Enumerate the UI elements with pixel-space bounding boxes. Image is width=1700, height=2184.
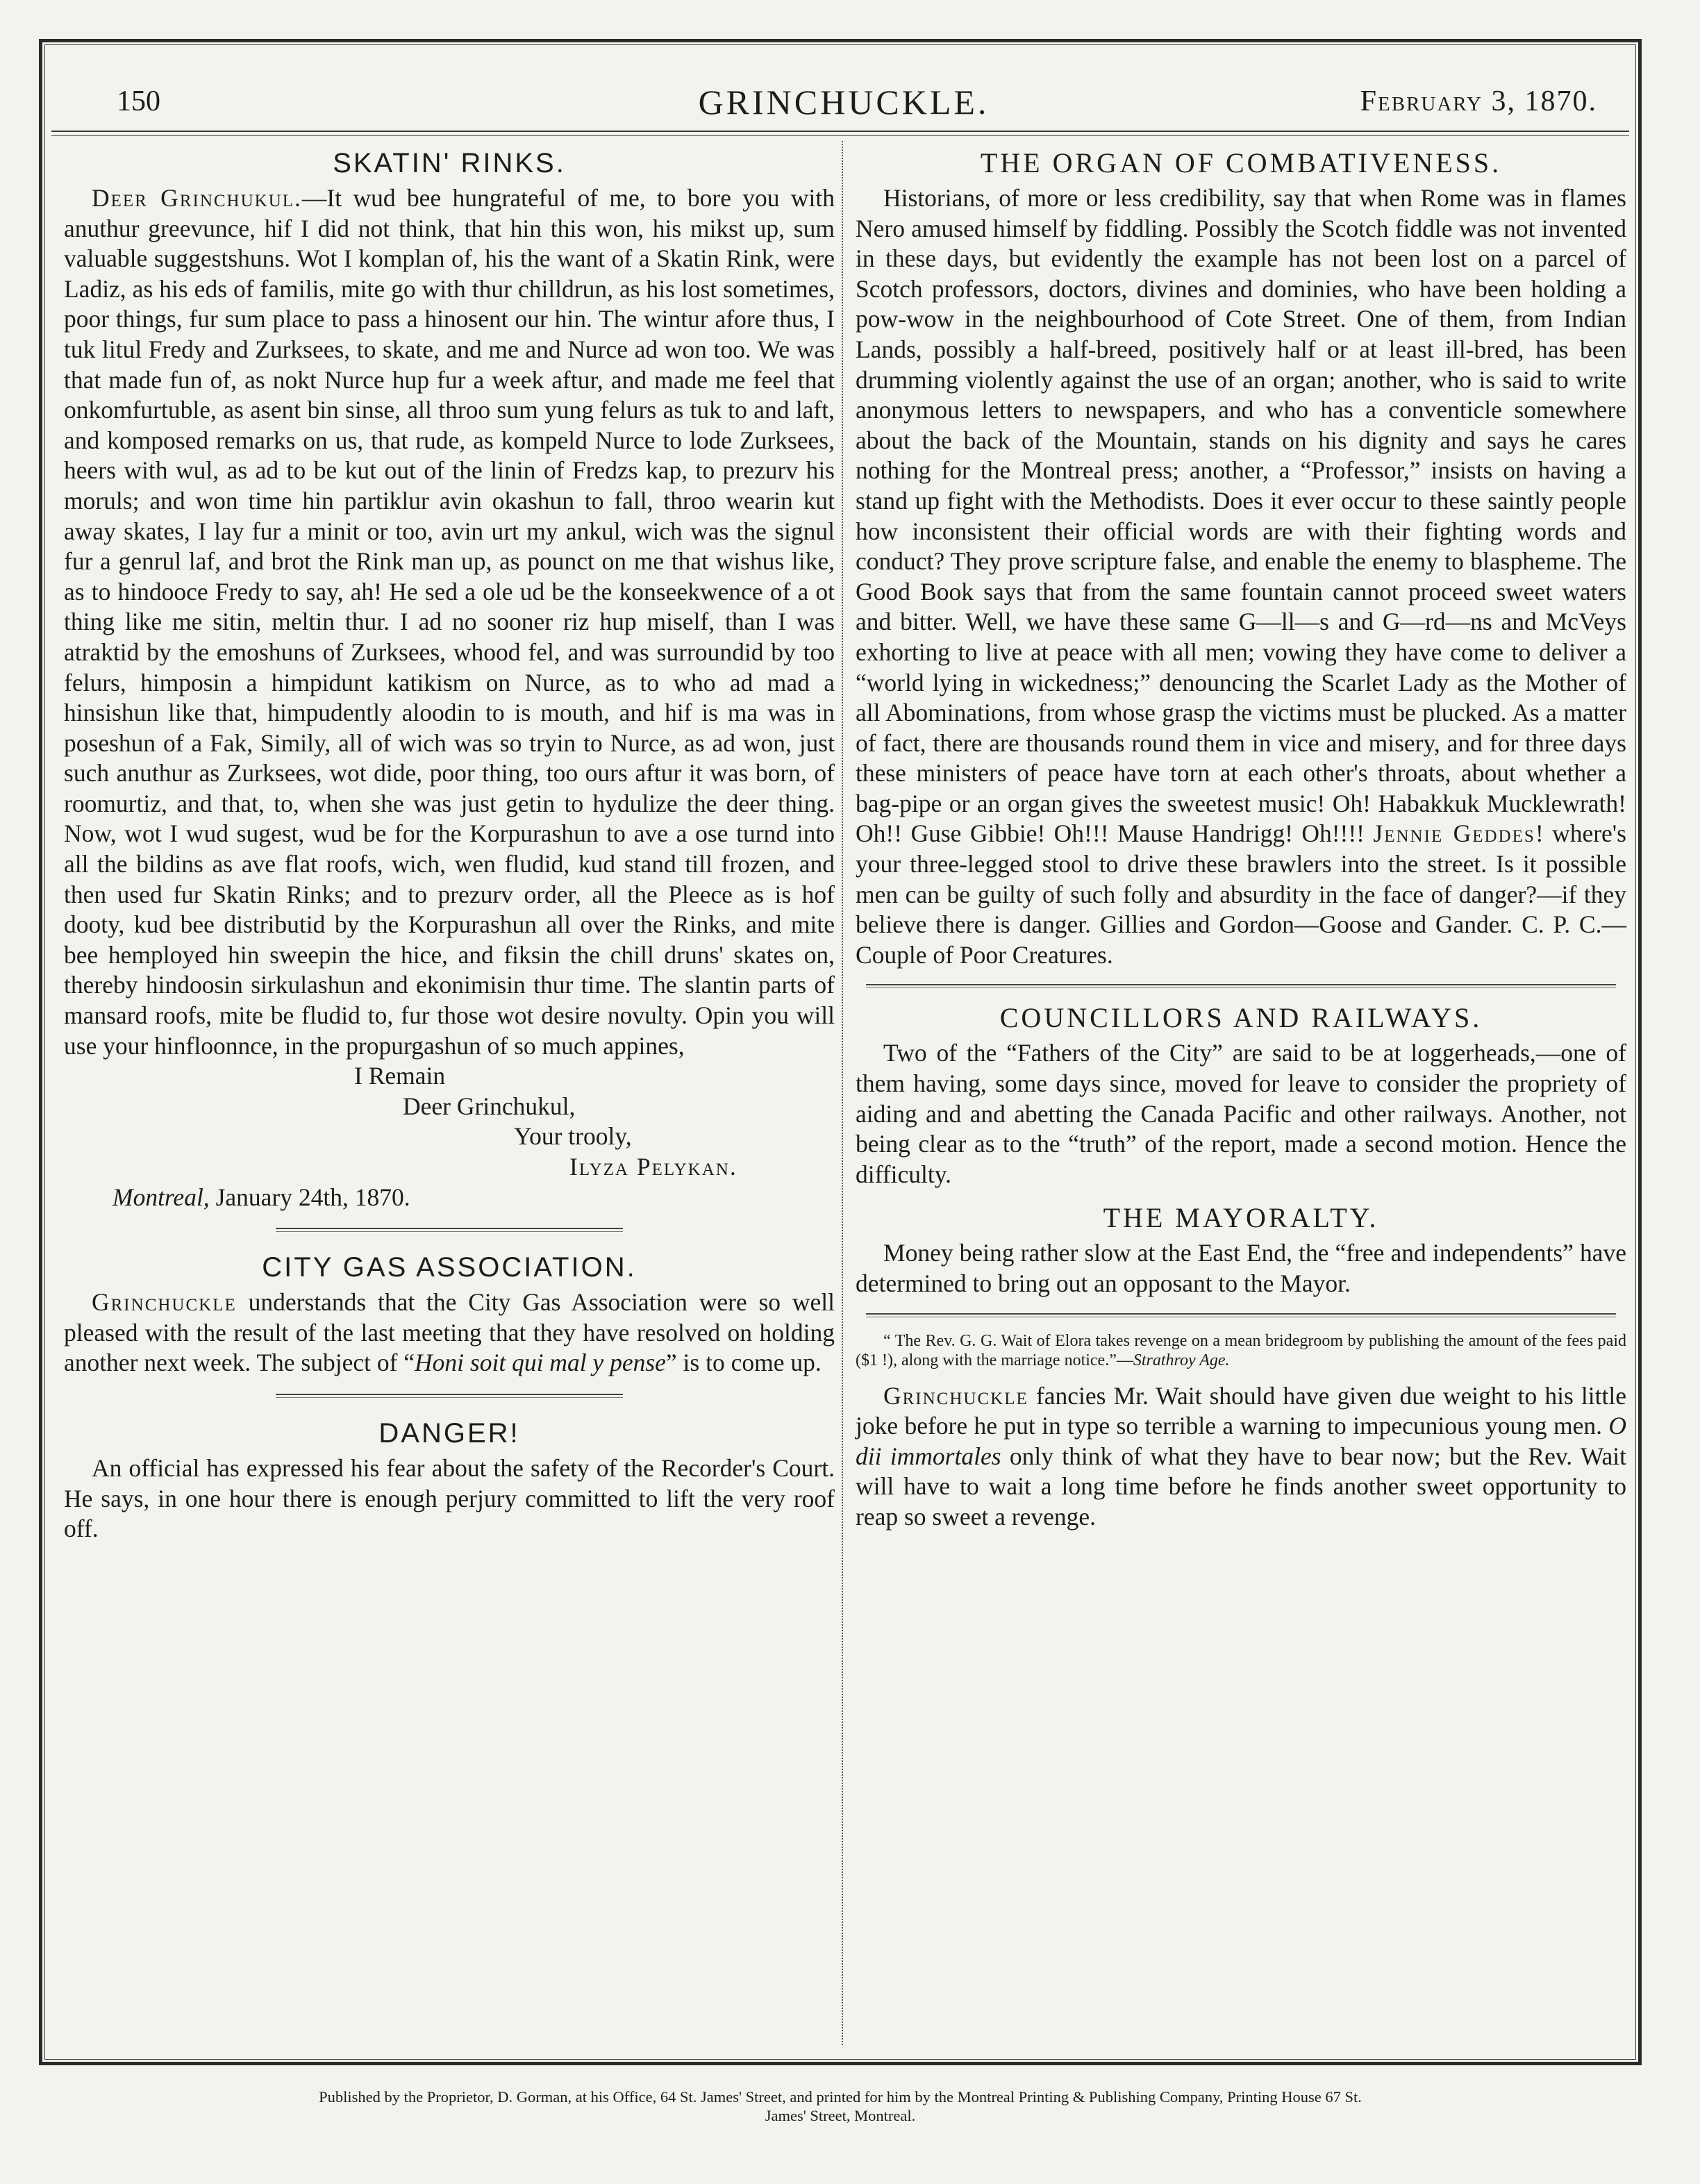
sign-off-closing: Your trooly,	[514, 1122, 632, 1151]
header-rule	[51, 131, 1629, 132]
masthead	[76, 69, 1611, 131]
dateline-place: Montreal,	[112, 1183, 210, 1211]
dateline-date: January 24th, 1870.	[215, 1183, 410, 1211]
section-divider	[866, 984, 1616, 988]
newspaper-title: GRINCHUCKLE.	[698, 83, 990, 122]
article-title: CITY GAS ASSOCIATION.	[262, 1252, 637, 1283]
article-title: THE MAYORALTY.	[1103, 1202, 1379, 1234]
issue-date: February 3, 1870.	[1360, 85, 1597, 117]
paper-name: Grinchuckle	[883, 1381, 1028, 1410]
author-name: Ilyza Pelykan.	[569, 1153, 738, 1181]
article-body: Grinchuckle fancies Mr. Wait should have given due weight to his little joke before he put in type so terrible a warning to impecunious young men. O dii immortales only think of what they have to bear now; but the Rev. Wait will have to wait a long time before he finds another sweet opportunity to reap so sweet a revenge.	[856, 1381, 1627, 1531]
right-column	[856, 147, 1626, 1533]
publisher-imprint	[42, 2087, 1639, 2125]
article-organ	[856, 147, 1626, 970]
article-danger	[64, 1417, 835, 1544]
article-title: COUNCILLORS AND RAILWAYS.	[999, 1002, 1483, 1034]
salutation: Deer Grinchukul.	[92, 184, 302, 212]
sign-off-salutation: Deer Grinchukul,	[403, 1092, 576, 1120]
article-city-gas	[64, 1251, 835, 1378]
quote-source: Strathroy Age.	[1133, 1351, 1230, 1369]
article-body: Grinchuckle understands that the City Gas Association were so well pleased with the result of the last meeting that they have resolved on holding another next week. The subject of “Honi soit qui mal y pense” is to come up.	[64, 1288, 835, 1377]
latin-phrase: O dii immortales	[856, 1412, 1627, 1470]
motto: Honi soit qui mal y pense	[415, 1349, 666, 1377]
article-mayoralty	[856, 1202, 1626, 1299]
article-rev-wait	[856, 1331, 1626, 1533]
header-rule-thin	[51, 135, 1629, 136]
quoted-item: “ The Rev. G. G. Wait of Elora takes revenge on a mean bridegroom by publishing the amount of the fees paid ($1 !), along with the marriage notice.”—Strathroy Age.	[856, 1331, 1626, 1369]
imprint-line-2: James' Street, Montreal.	[765, 2107, 916, 2124]
article-body: Historians, of more or less credibility, say that when Rome was in flames Nero amused himself by fiddling. Possibly the Scotch fiddle was not invented in these days, but evidently the example has not been lost on a parcel of Scotch professors, doctors, divines and dominies, who have been holding a pow-wow in the neighbourhood of Cote Street. One of them, from Indian Lands, possibly a half-breed, positively half or at least ill-bred, has been drumming violently against the use of an organ; another, who is said to write anonymous letters to newspapers, and who has a conventicle somewhere about the back of the Mountain, stands on his dignity and says he cares nothing for the Montreal press; another, a “Professor,” insists on having a stand up fight with the Methodists. Does it ever occur to these saintly people how inconsistent their official words are with their fighting words and conduct? They prove scripture false, and enable the enemy to blaspheme. The Good Book says that from the same fountain cannot proceed sweet waters and bitter. Well, we have these same G—ll—s and G—rd—ns and McVeys exhorting to live at peace with all men; vowing they have come to deliver a “world lying in wickedness;” denouncing the Scarlet Lady as the Mother of all Abominations, from whose grasp the victims must be plucked. As a matter of fact, there are thousands round them in vice and misery, and for three days these ministers of peace have torn at each other's throats, about whether a bag-pipe or an organ gives the sweetest music! Oh! Habakkuk Mucklewrath! Oh!! Guse Gibbie! Oh!!! Mause Handrigg! Oh!!!! Jennie Geddes! where's your three-legged stool to drive these brawlers into the street. Is it possible men can be guilty of such folly and absurdity in the face of danger?—if they believe there is danger. Gillies and Gordon—Goose and Gander. C. P. C.—Couple of Poor Creatures.	[856, 184, 1626, 969]
section-divider	[276, 1228, 623, 1232]
article-title: THE ORGAN OF COMBATIVENESS.	[980, 147, 1502, 178]
sign-off: I Remain	[354, 1062, 446, 1090]
article-councillors	[856, 1002, 1626, 1190]
article-body: Money being rather slow at the East End, the “free and independents” have determined to bring out an opposant to the Mayor.	[856, 1239, 1626, 1297]
article-title: DANGER!	[378, 1417, 520, 1449]
article-skating-rinks	[64, 147, 835, 1212]
left-column	[64, 147, 835, 1544]
column-divider	[842, 141, 843, 2045]
paper-name: Grinchuckle	[92, 1288, 237, 1317]
section-divider	[276, 1394, 623, 1398]
jennie-geddes: Jennie Geddes	[1373, 819, 1535, 848]
article-title: SKATIN' RINKS.	[333, 148, 566, 178]
article-body	[64, 183, 835, 1061]
article-body: Two of the “Fathers of the City” are said to be at loggerheads,—one of them having, some days since, moved for leave to consider the propriety of aiding and and abetting the Canada Pacific and other railways. Another, not being clear as to the “truth” of the report, made a second motion. Hence the difficulty.	[856, 1039, 1626, 1188]
dateline	[64, 1183, 835, 1213]
signature-block	[64, 1061, 835, 1212]
page-number: 150	[117, 85, 160, 117]
article-body: An official has expressed his fear about the safety of the Recorder's Court. He says, in one hour there is enough perjury committed to lift the very roof off.	[64, 1453, 835, 1543]
letter-text: —It wud bee hungrateful of me, to bore you with anuthur greevunce, hif I did not think, that hin this won, his mikst up, sum valuable suggestshuns. Wot I komplan of, his the want of a Skatin Rink, were Ladiz, as his eds of familis, mite go with thur chilldrun, as his lost sometimes, poor things, fur sum place to pass a hinosent our hin. The wintur afore thus, I tuk litul Fredy and Zurksees, to skate, and me and Nurce ad won too. We was that made fun of, as nokt Nurce hup fur a week aftur, and made me feel that onkomfurtuble, as asent bin sinse, all throo sum yung felurs as tuk to and laft, and komposed remarks on us, that rude, as kompeld Nurce to lode Zurksees, heers with wul, as ad to be kut out of the linin of Fredzs kap, to prezurv his moruls; and won time hin partiklur avin okashun to fall, throo wearin kut away skates, I lay fur a minit or too, avin urt my ankul, wich was the signul fur a genrul laf, and brot the Rink man up, as pounct on me that wishus like, as to hindooce Fredy to say, ah! He sed a ole ud be the konseekwence of a ot thing like me sitin, meltin thur. I ad no sooner riz hup miself, than I was atraktid by the emoshuns of Zurksees, whood fel, and was surroundid by too felurs, himposin a himpidunt katikism on Nurce, as to who ad mad a hinsishun like that, himpudently aloodin to is mouth, and hif is ma was in poseshun of a Fak, Simily, all of wich was so tryin to Nurce, as ad won, just such anuthur as Zurksees, wot dide, poor thing, too ours aftur it was born, of roomurtiz, and that, to, when she was just getin to hydulize the deer thing. Now, wot I wud sugest, wud be for the Korpurashun to ave a ose turnd into all the bildins as ave flat roofs, wich, wen fludid, kud stand till frozen, and then used fur Skatin Rinks; and to prezurv order, all the Pleece as is hof dooty, kud bee distributid by the Korpurashun all over the Rinks, and mite bee hemployed hin sweepin the hice, and fiksin the chill druns' skates on, thereby hindoosin sirkulashun and ekonimisin thur time. The slantin parts of mansard roofs, mite be fludid to, fur those wot desire novulty. Opin you will use your hinfloonnce, in the propurgashun of so much appines,	[64, 184, 835, 1060]
imprint-line-1: Published by the Proprietor, D. Gorman, at his Office, 64 St. James' Street, and printed for him by the Montreal Printing & Publishing Company, Printing House 67 St.	[319, 2088, 1362, 2106]
section-divider	[866, 1313, 1616, 1317]
